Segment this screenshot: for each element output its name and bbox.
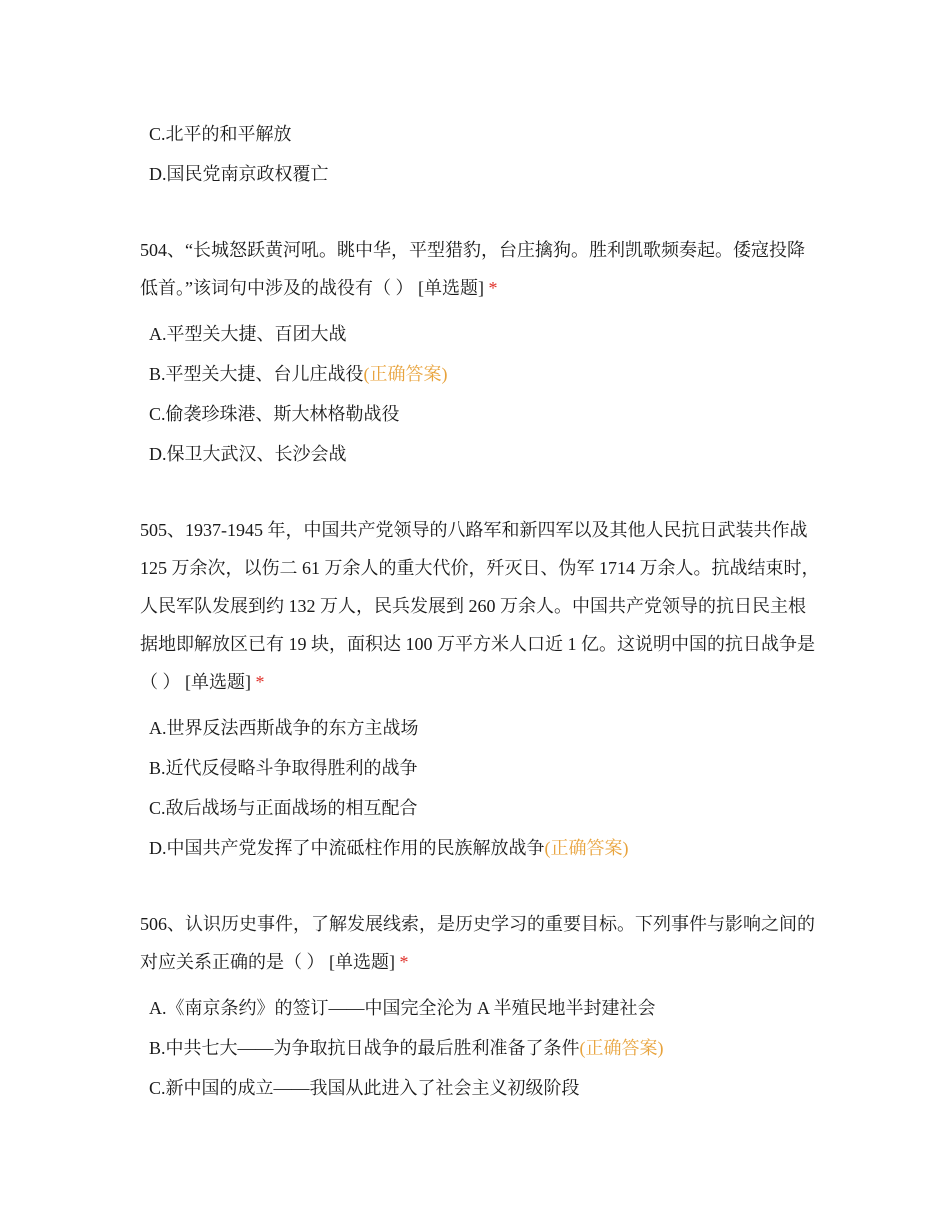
option-text: D.保卫大武汉、长沙会战 [149,444,347,464]
option-text: B.近代反侵略斗争取得胜利的战争 [149,758,418,778]
question-text: 506、认识历史事件，了解发展线索，是历史学习的重要目标。下列事件与影响之间的对应关系正确的是（ ） [单选题] [140,914,815,972]
q505-option-b [149,756,418,780]
q505-option-c [149,796,418,820]
correct-answer-tag: (正确答案) [544,838,629,858]
q506-option-b [149,1036,664,1060]
q504-stem [140,231,820,307]
question-text: 505、1937-1945 年，中国共产党领导的八路军和新四军以及其他人民抗日武装共作战 125 万余次，以伤二 61 万余人的重大代价，歼灭日、伪军 1714 万余人。抗战结束时，人民军队发展到约 132 万人，民兵发展到 260 万余人。中国共产党领导的抗日民主根据地即解放区已有 19 块，面积达 100 万平方米人口近 1 亿。这说明中国的抗日战争是（ ） [单选题] [140,520,820,692]
q504-option-a [149,322,347,346]
q504-option-d [149,442,347,466]
option-text: A.《南京条约》的签订——中国完全沦为 A 半殖民地半封建社会 [149,998,656,1018]
q506-option-c [149,1076,580,1100]
option-text: C.偷袭珍珠港、斯大林格勒战役 [149,404,400,424]
q503-option-d [149,162,329,186]
option-text: A.平型关大捷、百团大战 [149,324,347,344]
option-text: B.平型关大捷、台儿庄战役 [149,364,364,384]
q503-option-c [149,122,292,146]
q505-stem [140,511,820,701]
q505-option-d [149,836,629,860]
option-text: D.国民党南京政权覆亡 [149,164,329,184]
q506-option-a [149,996,656,1020]
option-text: D.中国共产党发挥了中流砥柱作用的民族解放战争 [149,838,545,858]
required-mark: * [488,278,498,298]
required-mark: * [255,672,265,692]
option-text: B.中共七大——为争取抗日战争的最后胜利准备了条件 [149,1038,580,1058]
option-text: C.敌后战场与正面战场的相互配合 [149,798,418,818]
q506-stem [140,905,820,981]
option-text: C.新中国的成立——我国从此进入了社会主义初级阶段 [149,1078,580,1098]
q504-option-b [149,362,448,386]
option-text: A.世界反法西斯战争的东方主战场 [149,718,419,738]
correct-answer-tag: (正确答案) [579,1038,664,1058]
q504-option-c [149,402,400,426]
q505-option-a [149,716,419,740]
option-text: C.北平的和平解放 [149,124,292,144]
question-text: 504、“长城怒跃黄河吼。眺中华，平型猎豹，台庄擒狗。胜利凯歌频奏起。倭寇投降低首。”该词句中涉及的战役有（ ） [单选题] [140,240,805,298]
required-mark: * [399,952,409,972]
correct-answer-tag: (正确答案) [363,364,448,384]
